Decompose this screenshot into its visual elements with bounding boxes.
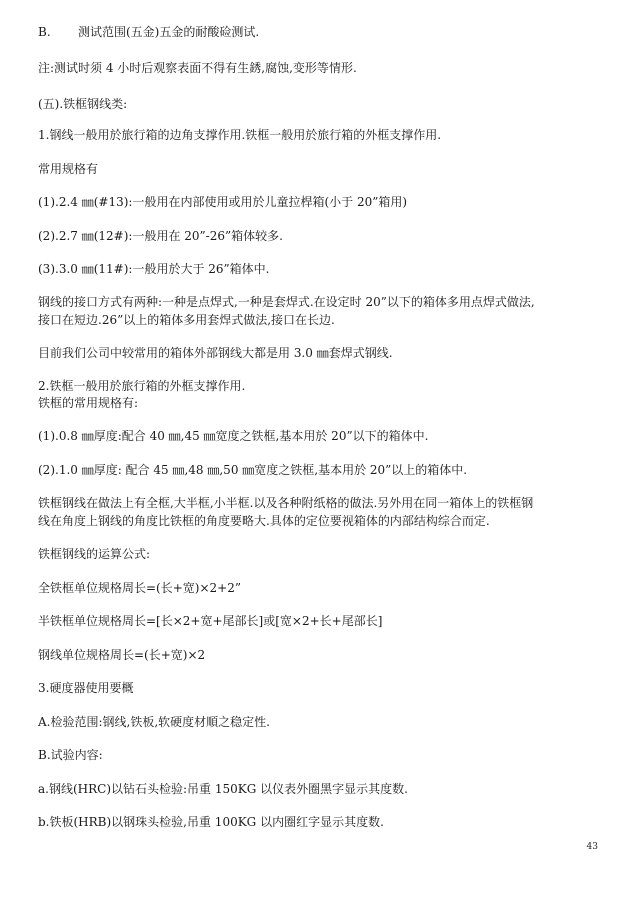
note-line: 注:测试时须 4 小时后观察表面不得有生銹,腐蚀,变形等情形. (38, 61, 357, 75)
item-1: 1.钢线一般用於旅行箱的边角支撑作用.铁框一般用於旅行箱的外框支撑作用. (38, 128, 442, 142)
frame-spec-2: (2).1.0 ㎜厚度: 配合 45 ㎜,48 ㎜,50 ㎜宽度之铁框,基本用於 20”以上的箱体中. (38, 463, 468, 477)
joint-line-1: 钢线的接口方式有两种:一种是点焊式,一种是套焊式.在设定时 20”以下的箱体多用点焊式做法, (38, 295, 535, 309)
section-b-text: 测试范围(五金)五金的耐酸硷测试. (78, 25, 260, 39)
frame-specs-heading: 铁框的常用规格有: (38, 396, 139, 410)
spec-2: (2).2.7 ㎜(12#):一般用在 20”-26”箱体较多. (38, 229, 283, 243)
page-number: 43 (586, 842, 598, 852)
formula-1: 全铁框单位规格周长=(长+宽)×2+2” (38, 581, 241, 595)
check-a: A.检验范围:钢线,铁板,软硬度材順之稳定性. (38, 715, 270, 729)
formula-3: 钢线单位规格周长=(长+宽)×2 (38, 648, 206, 662)
test-b: b.铁板(HRB)以钢珠头检验,吊重 100KG 以内圈红字显示其度数. (38, 815, 384, 829)
check-b: B.试验内容: (38, 748, 103, 762)
section-b-label: B. (38, 25, 51, 39)
formula-2: 半铁框单位规格周长=[长×2+宽+尾部长]或[宽×2+长+尾部长] (38, 614, 383, 628)
frame-desc-line-2: 线在角度上钢线的角度比铁框的角度要略大.具体的定位要视箱体的内部结构综合而定. (38, 514, 490, 528)
common-specs-heading: 常用规格有 (38, 162, 99, 176)
joint-line-2: 接口在短边.26”以上的箱体多用套焊式做法,接口在长边. (38, 313, 335, 327)
company-note: 目前我们公司中较常用的箱体外部钢线大都是用 3.0 ㎜套焊式钢线. (38, 346, 393, 360)
test-a: a.钢线(HRC)以钻石头检验:吊重 150KG 以仪表外圈黑字显示其度数. (38, 782, 408, 796)
frame-spec-1: (1).0.8 ㎜厚度:配合 40 ㎜,45 ㎜宽度之铁框,基本用於 20”以下的箱体中. (38, 429, 429, 443)
frame-desc-line-1: 铁框钢线在做法上有全框,大半框,小半框.以及各种附纸格的做法.另外用在同一箱体上的铁框钢 (38, 496, 534, 510)
item-3: 3.硬度器使用要概 (38, 681, 134, 695)
spec-1: (1).2.4 ㎜(#13):一般用在内部使用或用於儿童拉桿箱(小于 20”箱用) (38, 195, 408, 209)
heading-5: (五).铁框钢线类: (38, 97, 128, 111)
item-2: 2.铁框一般用於旅行箱的外框支撑作用. (38, 379, 246, 393)
spec-3: (3).3.0 ㎜(11#):一般用於大于 26”箱体中. (38, 262, 270, 276)
formula-title: 铁框钢线的运算公式: (38, 547, 151, 561)
